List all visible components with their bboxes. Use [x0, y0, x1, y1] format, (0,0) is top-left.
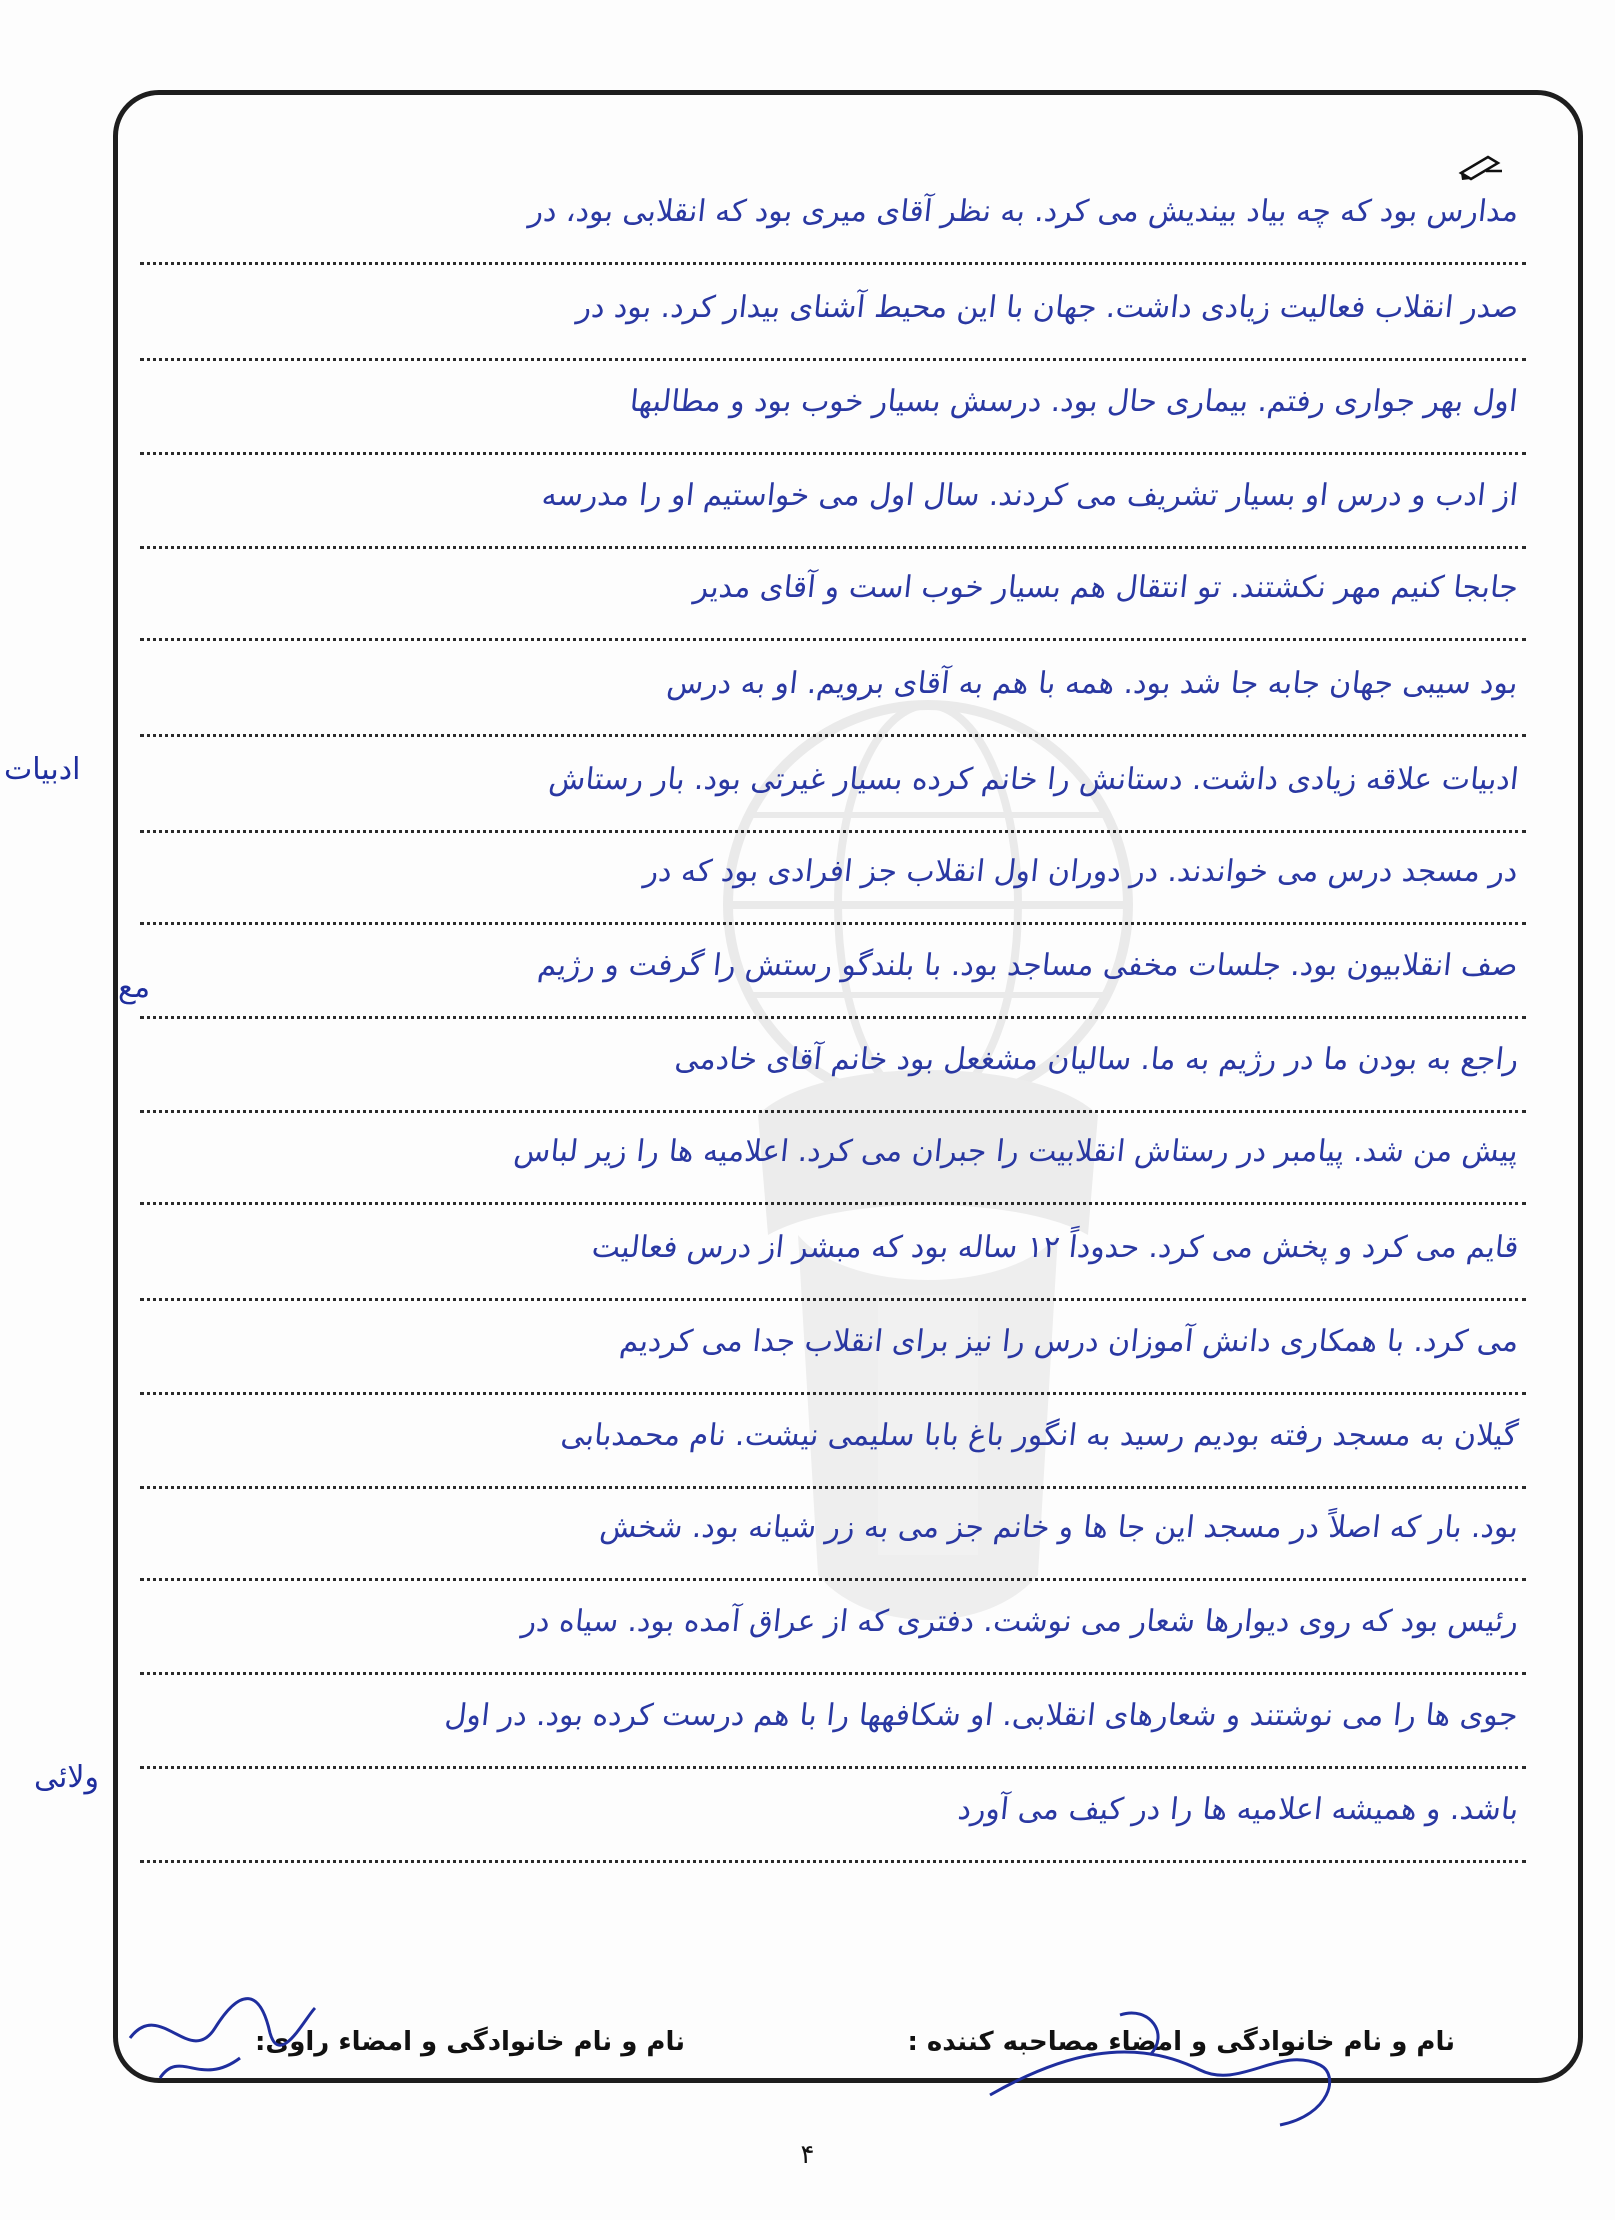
handwritten-line: پیش من شد. پیامبر در رستاش انقلابیت را جبران می کرد. اعلامیه ها را زیر لباس: [140, 1117, 1526, 1205]
handwritten-line: بود سیبی جهان جابه جا شد بود. همه با هم به آقای برویم. او به درس: [140, 649, 1526, 737]
handwritten-line: قایم می کرد و پخش می کرد. حدوداً ۱۲ ساله بود که مبشر از درس فعالیت: [140, 1213, 1526, 1301]
handwritten-line: رئیس بود که روی دیوارها شعار می نوشت. دفتری که از عراق آمده بود. سیاه در: [140, 1587, 1526, 1675]
handwritten-line: از ادب و درس او بسیار تشریف می کردند. سال اول می خواستیم او را مدرسه: [140, 461, 1526, 549]
handwritten-line: در مسجد درس می خواندند. در دوران اول انقلاب جز افرادی بود که در: [140, 837, 1526, 925]
interviewer-signature-label: نام و نام خانوادگی و امضاء مصاحبه کننده :: [907, 2027, 1455, 2057]
handwritten-line: صدر انقلاب فعالیت زیادی داشت. جهان با این محیط آشنای بیدار کرد. بود در: [140, 273, 1526, 361]
handwritten-line: راجع به بودن ما در رژیم به ما. سالیان مشغعل بود خانم آقای خادمی: [140, 1025, 1526, 1113]
page-frame: [113, 90, 1583, 2083]
handwritten-line: جابجا کنیم مهر نکشتند. تو انتقال هم بسیار خوب است و آقای مدیر: [140, 553, 1526, 641]
handwritten-line: جوی ها را می نوشتند و شعارهای انقلابی. او شکافهها را با هم درست کرده بود. در اول: [140, 1681, 1526, 1769]
margin-note: مع: [118, 970, 151, 1005]
narrator-signature-label: نام و نام خانوادگی و امضاء راوی:: [255, 2027, 685, 2057]
handwritten-line: ادبیات علاقه زیادی داشت. دستانش را خانم کرده بسیار غیرتی بود. بار رستاش: [140, 745, 1526, 833]
ruled-lines: [118, 95, 1578, 2078]
handwritten-line: صف انقلابیون بود. جلسات مخفی مساجد بود. با بلندگو رستش را گرفت و رژیم: [140, 931, 1526, 1019]
handwritten-line: باشد. و همیشه اعلامیه ها را در کیف می آورد: [140, 1775, 1526, 1863]
handwritten-line: مدارس بود که چه بیاد بیندیش می کرد. به نظر آقای میری بود که انقلابی بود، در: [140, 177, 1526, 265]
handwritten-line: می کرد. با همکاری دانش آموزان درس را نیز برای انقلاب جدا می کردیم: [140, 1307, 1526, 1395]
page-number: ۴: [800, 2140, 815, 2170]
margin-note: ادبیات: [4, 752, 81, 787]
handwritten-line: اول بهر جواری رفتم. بیماری حال بود. درسش بسیار خوب بود و مطالبها: [140, 367, 1526, 455]
margin-note: ولائی: [34, 1760, 99, 1795]
signature-footer: [150, 2005, 1455, 2075]
handwritten-line: بود. بار که اصلاً در مسجد این جا ها و خانم جز می به زر شیانه بود. شخش: [140, 1493, 1526, 1581]
handwritten-line: گیلان به مسجد رفته بودیم رسید به انگور باغ بابا سلیمی نیشت. نام محمدبابی: [140, 1401, 1526, 1489]
